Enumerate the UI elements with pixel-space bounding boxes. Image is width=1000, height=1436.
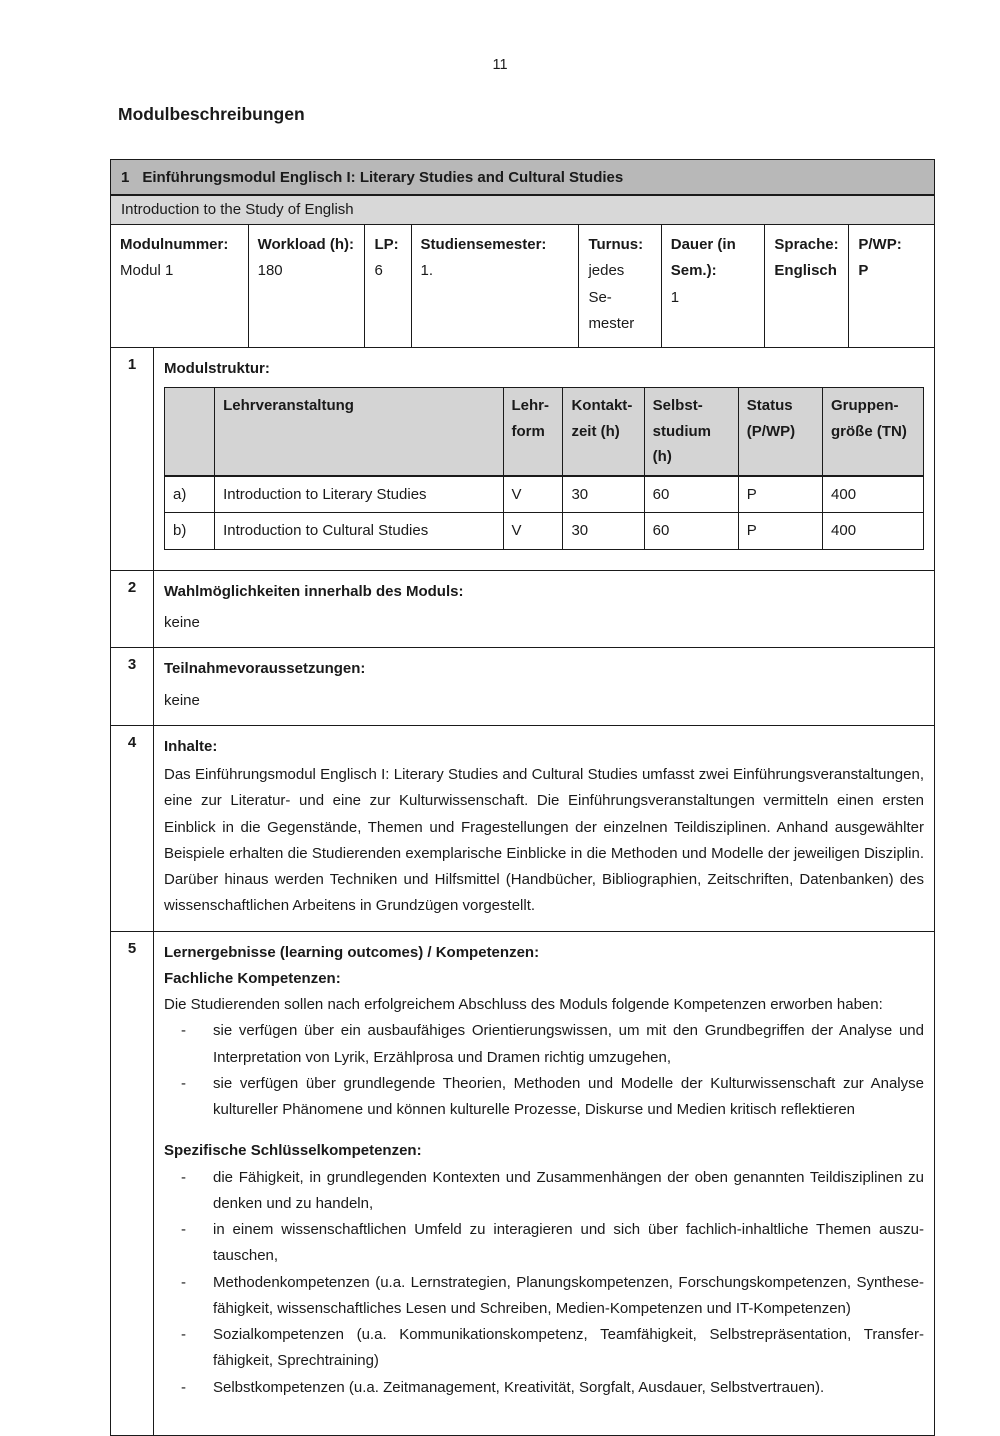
course-status: P xyxy=(738,476,822,513)
section-content xyxy=(153,932,934,1435)
subsection-intro: Die Studierenden sollen nach erfolgreichem Abschluss des Moduls folgende Kompetenzen erworben haben: xyxy=(164,996,883,1013)
course-contact-hours: 30 xyxy=(563,513,644,550)
list-item xyxy=(164,1165,924,1218)
list-item xyxy=(164,1217,924,1270)
page-number: 11 xyxy=(492,57,508,73)
info-turnus xyxy=(578,225,660,347)
section-number: 1 xyxy=(127,356,137,373)
info-lp xyxy=(364,225,410,347)
info-value: Modul 1 xyxy=(120,262,174,280)
list-item xyxy=(164,1375,924,1401)
module-info-row xyxy=(111,224,934,347)
info-label: Turnus: xyxy=(588,236,644,253)
course-key: b) xyxy=(165,513,215,550)
section-modulstruktur xyxy=(111,347,934,570)
section-number: 2 xyxy=(127,578,137,596)
section-wahlmoeglichkeiten xyxy=(111,570,934,648)
course-form: V xyxy=(503,476,563,513)
bullet-dash: - xyxy=(181,1378,186,1396)
list-item xyxy=(164,1018,924,1071)
list-item-text: Selbstkompetenzen (u.a. Zeitmanagement, Kreativität, Sorgfalt, Ausdauer, Selbstvertrauen). xyxy=(213,1378,825,1396)
section-heading: Modulstruktur: xyxy=(164,360,270,377)
course-self-study-hours: 60 xyxy=(644,476,738,513)
section-content xyxy=(153,726,934,931)
info-label: Sprache: xyxy=(774,236,839,253)
col-header-lehrform: Lehrform xyxy=(503,388,563,476)
section-heading: Teilnahmevoraussetzungen: xyxy=(164,660,366,678)
list-item-text: Methodenkompetenzen (u.a. Lernstrategien, Planungskompetenzen, Forschungskompetenzen, Synthesefähigkeit, wissenschaftliches Lesen und Schreiben, Medien-Kompetenzen und IT-Kompetenzen) xyxy=(213,1273,924,1317)
subsection-heading-schluesselkompetenzen: Spezifische Schlüsselkompetenzen: xyxy=(164,1142,422,1160)
info-studiensemester xyxy=(411,225,579,347)
course-name: Introduction to Cultural Studies xyxy=(215,513,503,550)
info-dauer xyxy=(661,225,765,347)
course-group-size: 400 xyxy=(823,476,924,513)
info-label: Modulnummer: xyxy=(120,236,229,253)
list-item xyxy=(164,1071,924,1124)
section-content xyxy=(153,648,934,725)
section-paragraph: Das Einführungsmodul Englisch I: Literary Studies and Cultural Studies umfasst zwei Einführungsveranstaltungen, eine zur Literatur- und eine zur Kulturwissenschaft. Die Einführungsveranstaltungen vermitteln einen ersten Einblick in die Gegenstände, Themen und Fragestellungen der einzelnen Teildisziplinen. Anhand ausgewählter Beispiele erhalten die Studierenden exemplarische Einblicke in die Methoden und Modelle der jeweiligen Disziplin. Darüber hinaus werden Techniken und Hilfsmittel (Handbücher, Bibliographien, Zeitschriften, Datenbanken) des wissenschaftlichen Arbeitens in Grundzügen vorgestellt. xyxy=(164,766,924,915)
info-modulnummer xyxy=(111,225,248,347)
info-value: 180 xyxy=(257,262,283,280)
bullet-dash: - xyxy=(181,1022,186,1040)
course-row-a xyxy=(165,476,924,513)
bullet-dash: - xyxy=(181,1168,186,1186)
subsection-heading-fachliche-kompetenzen: Fachliche Kompetenzen: xyxy=(164,969,341,987)
course-table-header-row xyxy=(165,388,924,476)
col-header-lehrveranstaltung: Lehrveranstaltung xyxy=(215,388,503,476)
course-self-study-hours: 60 xyxy=(644,513,738,550)
section-number: 4 xyxy=(127,733,137,751)
module-subtitle: Introduction to the Study of English xyxy=(111,194,934,224)
info-value: 6 xyxy=(374,262,383,280)
col-header-status: Status (P/WP) xyxy=(738,388,822,476)
section-heading: Lernergebnisse (learning outcomes) / Kompetenzen: xyxy=(164,943,540,961)
section-heading: Wahlmöglichkeiten innerhalb des Moduls: xyxy=(164,582,464,600)
info-label: Dauer (in Sem.): xyxy=(670,236,736,280)
section-lernergebnisse xyxy=(111,931,934,1435)
col-header-selbststudium: Selbststudium (h) xyxy=(644,388,738,476)
course-name: Introduction to Literary Studies xyxy=(215,476,503,513)
section-content xyxy=(153,571,934,648)
module-title: Einführungsmodul Englisch I: Literary Studies and Cultural Studies xyxy=(142,169,624,186)
course-structure-table xyxy=(164,387,924,550)
info-value: 1. xyxy=(420,262,434,280)
list-item-text: in einem wissenschaftlichen Umfeld zu interagieren und sich über fachlich-inhaltliche Themen auszutauschen, xyxy=(213,1221,924,1265)
info-pwp xyxy=(848,225,934,347)
list-item xyxy=(164,1322,924,1375)
section-content xyxy=(153,348,934,570)
list-item xyxy=(164,1270,924,1323)
module-number: 1 xyxy=(121,169,130,186)
module-title-bar xyxy=(111,160,934,194)
section-number: 3 xyxy=(127,656,137,674)
document-heading: Modulbeschreibungen xyxy=(118,104,305,124)
col-header-kontaktzeit: Kontaktzeit (h) xyxy=(563,388,644,476)
info-value: Englisch xyxy=(774,262,837,280)
list-item-text: sie verfügen über grundlegende Theorien, Methoden und Modelle der Kulturwissenschaft zur Analyse kultureller Phänomene und können kulturelle Prozesse, Diskurse und Medien kritisch reflektieren xyxy=(213,1074,924,1118)
info-workload xyxy=(248,225,365,347)
info-sprache xyxy=(764,225,848,347)
course-status: P xyxy=(738,513,822,550)
list-item-text: Sozialkompetenzen (u.a. Kommunikationskompetenz, Teamfähigkeit, Selbstrepräsentation, Transferfähigkeit, Sprechtraining) xyxy=(213,1326,924,1370)
bullet-dash: - xyxy=(181,1326,186,1343)
info-label: Workload (h): xyxy=(257,236,354,253)
section-text: keine xyxy=(164,614,200,631)
course-row-b xyxy=(165,513,924,550)
col-header-empty xyxy=(165,388,215,476)
section-inhalte xyxy=(111,725,934,931)
info-label: P/WP: xyxy=(858,236,902,253)
section-text: keine xyxy=(164,691,200,709)
course-form: V xyxy=(503,513,563,550)
section-heading: Inhalte: xyxy=(164,737,218,755)
info-label: LP: xyxy=(374,236,399,253)
course-group-size: 400 xyxy=(823,513,924,550)
bullet-dash: - xyxy=(181,1273,186,1291)
info-value: 1 xyxy=(670,288,680,306)
col-header-gruppengroesse: Gruppengröße (TN) xyxy=(823,388,924,476)
bullet-dash: - xyxy=(181,1221,186,1238)
course-key: a) xyxy=(165,476,215,513)
info-value: P xyxy=(858,262,869,280)
list-item-text: die Fähigkeit, in grundlegenden Kontexten und Zusammenhängen der oben genannten Teildisziplinen zu denken und zu handeln, xyxy=(213,1168,924,1212)
list-item-text: sie verfügen über ein ausbaufähiges Orientierungswissen, um mit den Grundbegriffen der Analyse und Interpretation von Lyrik, Erzählprosa und Dramen richtig umzugehen, xyxy=(213,1022,924,1066)
module-description-table xyxy=(110,159,935,1436)
info-label: Studiensemester: xyxy=(420,236,547,253)
course-contact-hours: 30 xyxy=(563,476,644,513)
info-value: jedes Semester xyxy=(588,262,635,332)
section-number: 5 xyxy=(127,939,137,957)
bullet-dash: - xyxy=(181,1074,186,1092)
section-teilnahmevoraussetzungen xyxy=(111,647,934,725)
